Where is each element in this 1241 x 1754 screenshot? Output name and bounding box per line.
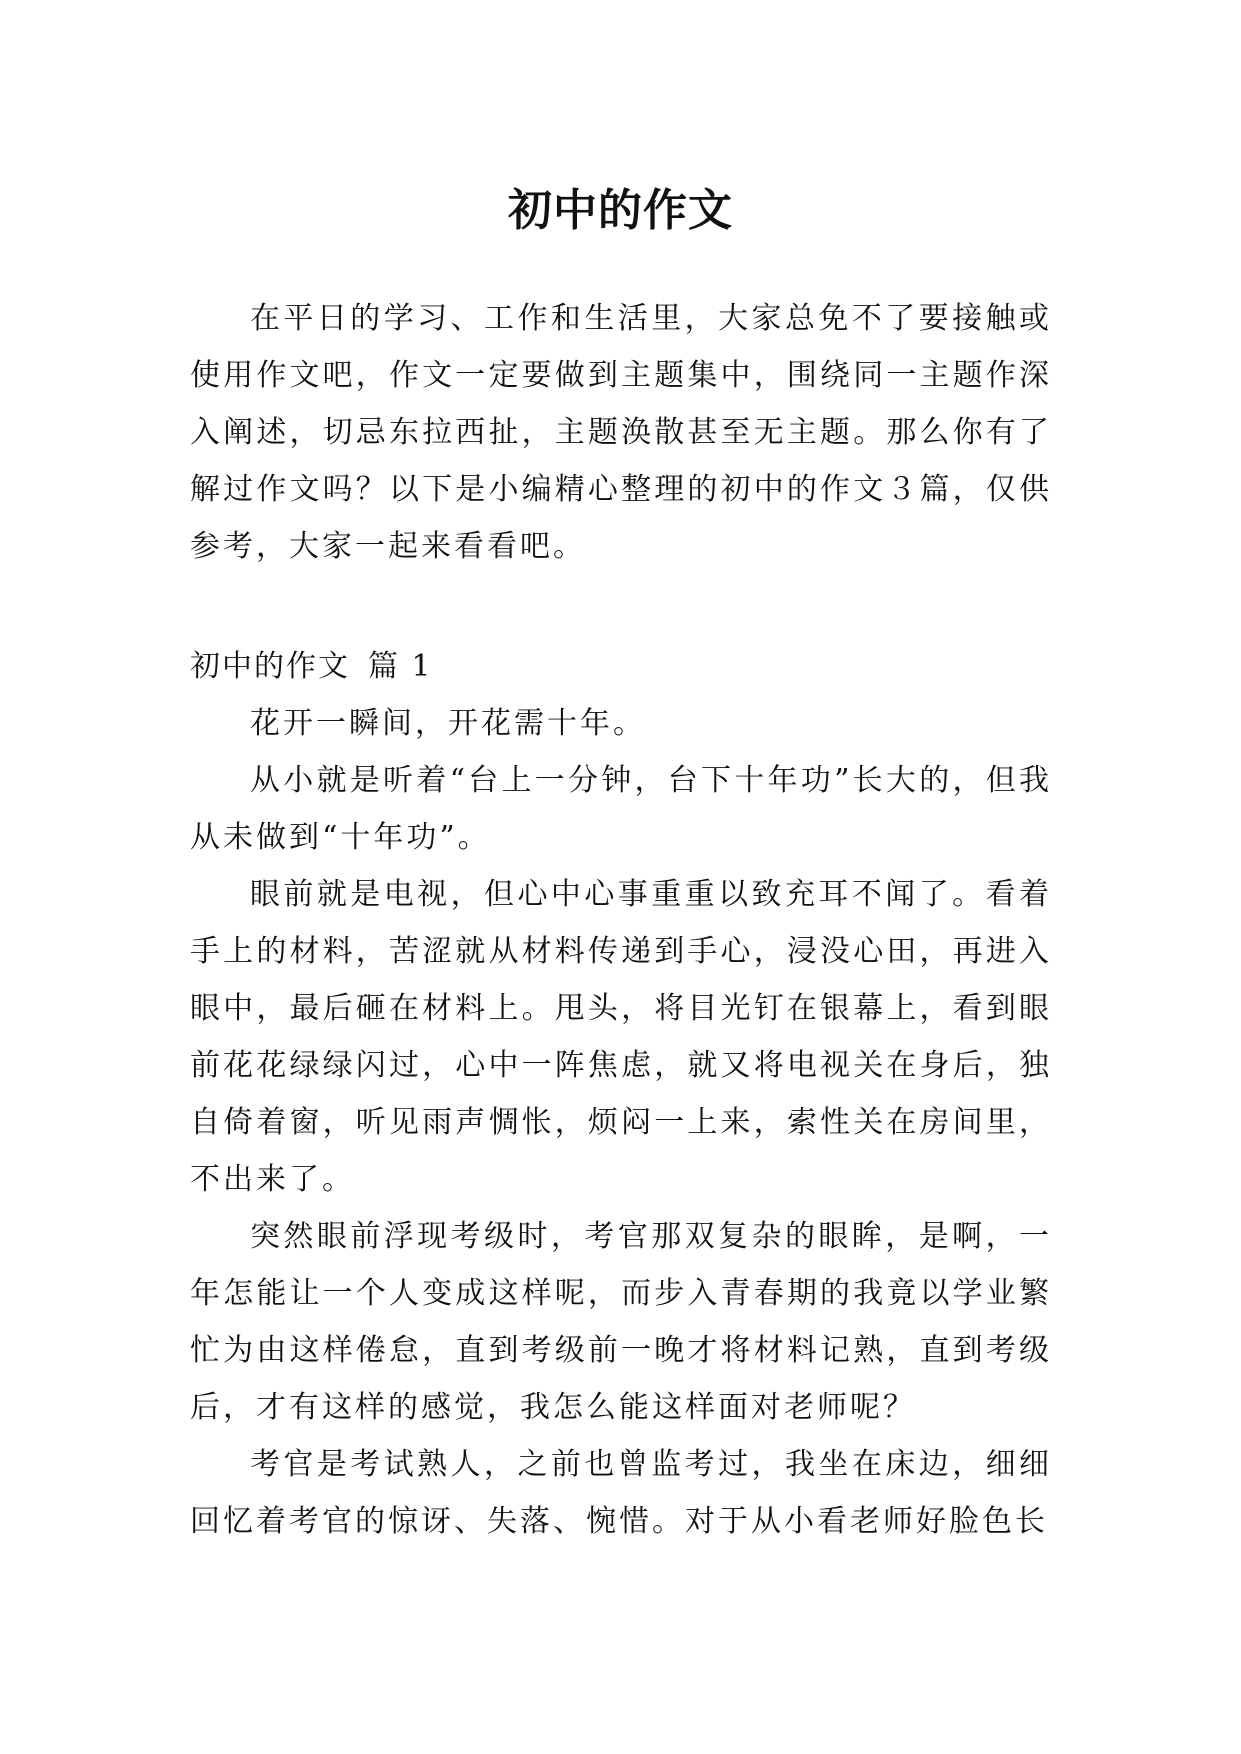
section-heading-title: 初中的作文 (190, 649, 350, 684)
paragraph-2: 从小就是听着“台上一分钟，台下十年功”长大的，但我从未做到“十年功”。 (190, 763, 1052, 855)
intro-paragraph: 在平日的学习、工作和生活里，大家总免不了要接触或使用作文吧，作文一定要做到主题集中，围绕同一主题作深入阐述，切忌东拉西扯，主题涣散甚至无主题。那么你有了解过作文吗？以下是小编精心整理的初中的作文３篇，仅供参考，大家一起来看看吧。 (190, 301, 1052, 564)
intro-block (190, 290, 1052, 575)
section-heading-label: 篇 1 (368, 649, 433, 684)
section-1 (190, 638, 1052, 1550)
document-title: 初中的作文 (508, 185, 733, 237)
paragraph-4: 突然眼前浮现考级时，考官那双复杂的眼眸，是啊，一年怎能让一个人变成这样呢，而步入青春期的我竟以学业繁忙为由这样倦怠，直到考级前一晚才将材料记熟，直到考级后，才有这样的感觉，我怎么能这样面对老师呢？ (190, 1219, 1052, 1425)
paragraph-5: 考官是考试熟人，之前也曾监考过，我坐在床边，细细回忆着考官的惊讶、失落、惋惜。对于从小看老师好脸色长 (190, 1447, 1052, 1539)
paragraph-3: 眼前就是电视，但心中心事重重以致充耳不闻了。看着手上的材料，苦涩就从材料传递到手心，浸没心田，再进入眼中，最后砸在材料上。甩头，将目光钉在银幕上，看到眼前花花绿绿闪过，心中一阵焦虑，就又将电视关在身后，独自倚着窗，听见雨声惆怅，烦闷一上来，索性关在房间里，不出来了。 (190, 877, 1052, 1197)
paragraph-1: 花开一瞬间，开花需十年。 (250, 706, 646, 741)
section-heading (190, 638, 1052, 695)
